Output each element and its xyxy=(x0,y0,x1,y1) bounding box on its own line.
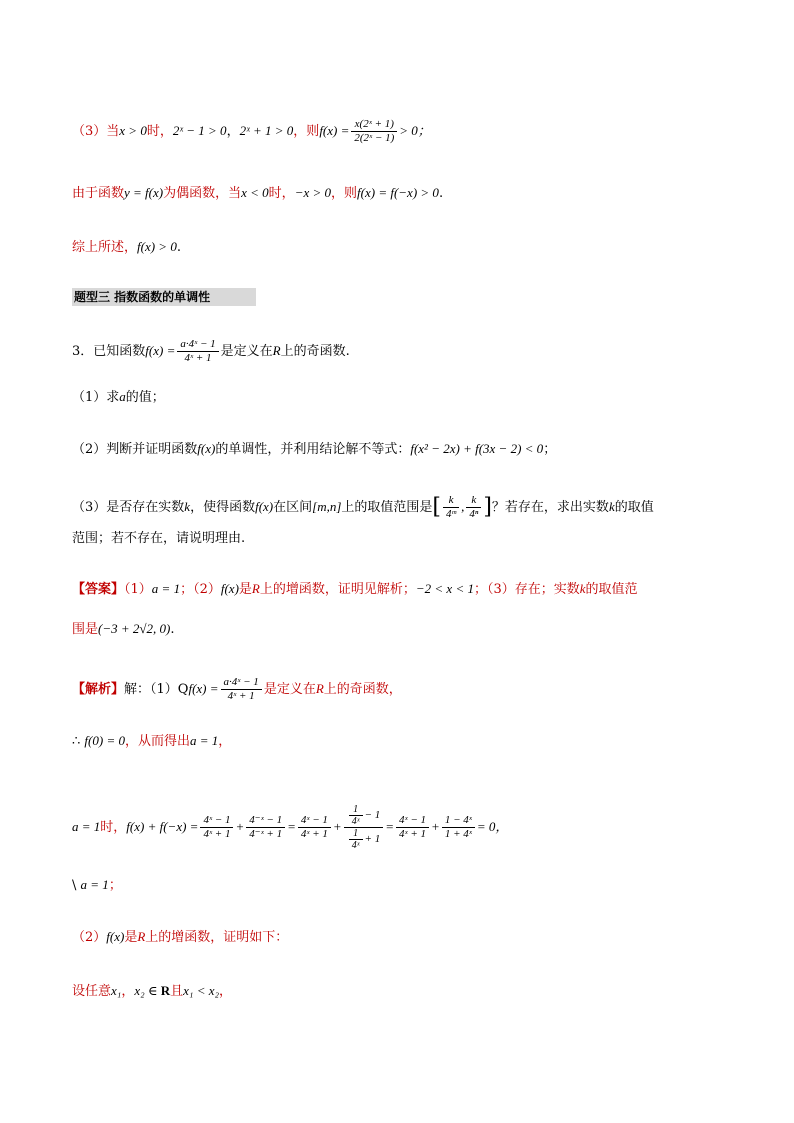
text: 是定义在 xyxy=(220,344,273,359)
fraction: $\frac{\text{a·4ˣ − 1}}{\text{4ˣ + 1}}$ xyxy=(221,676,262,703)
text: （3）是否存在实数 xyxy=(72,500,185,515)
question-3-part2 xyxy=(72,440,556,459)
math: f(x) = xyxy=(319,123,350,138)
solution-line-4 xyxy=(72,876,122,895)
fraction: $\frac{\text{x(2ˣ + 1)}}{\text{2(2ˣ − 1)}}$ xyxy=(351,118,397,145)
math: 2ˣ − 1 > 0 xyxy=(172,123,227,138)
text: ，则 xyxy=(331,186,358,201)
text: 的取值范 xyxy=(585,582,638,597)
math: R xyxy=(315,681,324,696)
text: 在区间 xyxy=(273,500,313,515)
math: f(x) = xyxy=(188,681,219,696)
math: x > 0 xyxy=(119,123,147,138)
text: （3）当 xyxy=(72,124,120,139)
math: R xyxy=(160,983,171,998)
math: 2ˣ + 1 > 0 xyxy=(239,123,294,138)
text: ； xyxy=(543,442,557,457)
fraction: $\frac{\text{4ˣ − 1}}{\text{4ˣ + 1}}$ xyxy=(298,814,331,841)
math: f(x) xyxy=(106,929,125,944)
math: f(x) xyxy=(255,499,274,514)
text: ？若存在，求出实数 xyxy=(491,500,609,515)
text: （2） xyxy=(72,930,107,945)
text: ； xyxy=(108,878,122,893)
math: x₂ ∈ xyxy=(134,983,161,998)
fraction: $\frac{\text{4ˣ − 1}}{\text{4ˣ + 1}}$ xyxy=(200,814,233,841)
solution-line-5 xyxy=(72,928,288,947)
text: 时， xyxy=(146,124,173,139)
text: ， xyxy=(219,984,233,999)
text: ；（2） xyxy=(180,582,221,597)
math: k xyxy=(608,499,615,514)
fraction: $\frac{\text{4ˣ − 1}}{\text{4ˣ + 1}}$ xyxy=(396,814,429,841)
text: 围是 xyxy=(72,622,99,637)
section-title: 题型三 指数函数的单调性 xyxy=(72,288,256,306)
math: f(x) = f(−x) > 0 xyxy=(357,185,439,200)
math: R xyxy=(272,343,281,358)
math: k xyxy=(184,499,191,514)
math: x₁ xyxy=(111,983,122,998)
text: 为偶函数，当 xyxy=(163,186,242,201)
text: 是 xyxy=(238,582,252,597)
even-function-line xyxy=(72,184,443,203)
fraction: $\frac{\text{4⁻ˣ − 1}}{\text{4⁻ˣ + 1}}$ xyxy=(246,814,285,841)
math: f(x) > 0 xyxy=(137,239,177,254)
solution-line-3: a = 1时，f(x) + f(−x) = $\frac{\text{4ˣ − 1}}{\text{4ˣ + 1}}$ + $\frac{\text{4⁻ˣ − 1}}{\text{4⁻ˣ + 1}}$ = $\frac{\text{4ˣ − 1}}{\text{4ˣ + 1}}$ + $\frac{1}{\text{4ˣ}}$ − 1 $\frac{1}{\text{4ˣ}}$ + 1 = $\frac{\text{4ˣ − 1}}{\text{4ˣ + 1}}$ + $\frac{\text{1 − 4ˣ}}{\text{1 + 4ˣ}}$ = 0， xyxy=(72,804,509,851)
text: 的单调性，并利用结论解不等式： xyxy=(215,442,411,457)
conclusion-line xyxy=(72,238,181,257)
fraction: $\frac{\text{a·4ˣ − 1}}{\text{4ˣ + 1}}$ xyxy=(177,338,218,365)
math: a = 1 xyxy=(151,581,181,596)
math: −2 < x < 1 xyxy=(415,581,474,596)
text: ；（3）存在；实数 xyxy=(473,582,580,597)
text: ∴ xyxy=(72,734,81,749)
text: 上的奇函数， xyxy=(323,682,402,697)
math: f(x) xyxy=(220,581,239,596)
text: 时， xyxy=(268,186,295,201)
question-3-part1 xyxy=(72,388,165,407)
text: . xyxy=(176,240,181,255)
math: R xyxy=(137,929,146,944)
text: 的取值 xyxy=(614,500,654,515)
math: x < 0 xyxy=(241,185,269,200)
math: −x > 0 xyxy=(294,185,332,200)
text: Q xyxy=(177,682,189,697)
solution-tag: 【解析】 xyxy=(72,682,125,697)
text: （1）求 xyxy=(72,390,120,405)
text: 且 xyxy=(170,984,184,999)
text: 上的增函数，证明如下： xyxy=(145,930,289,945)
math: y = f(x) xyxy=(124,185,164,200)
text: （2）判断并证明函数 xyxy=(72,442,198,457)
fraction: $\frac{k}{\text{4ⁿ}}$ xyxy=(466,494,481,521)
text: . xyxy=(438,186,444,201)
math: (−3 + 2√2, 0) xyxy=(98,621,171,636)
text: 的值； xyxy=(125,390,165,405)
math: f(x² − 2x) + f(3x − 2) < 0 xyxy=(410,441,544,456)
text: （1） xyxy=(124,582,152,597)
text: ，从而得出 xyxy=(124,734,190,749)
fraction: $\frac{\text{1 − 4ˣ}}{\text{1 + 4ˣ}}$ xyxy=(442,814,475,841)
text: ，使得函数 xyxy=(190,500,256,515)
text: 是定义在 xyxy=(263,682,316,697)
text: 解：（1） xyxy=(124,682,178,697)
text: \ xyxy=(72,878,77,893)
text: 3．已知函数 xyxy=(72,344,146,359)
text: ，则 xyxy=(293,124,320,139)
solution-line-2 xyxy=(72,732,231,751)
math: a = 1 xyxy=(80,877,109,892)
text: 综上所述， xyxy=(72,240,138,255)
text: ， xyxy=(218,734,232,749)
math: x₁ < x₂ xyxy=(183,983,220,998)
math: [m,n] xyxy=(312,499,342,514)
math: k xyxy=(579,581,586,596)
text: 设任意 xyxy=(72,984,112,999)
answer-line xyxy=(72,580,638,599)
text: 时， xyxy=(100,820,127,835)
answer-line-2 xyxy=(72,620,175,639)
math: f(x) xyxy=(197,441,216,456)
solution-line-6 xyxy=(72,982,232,1001)
math: f(0) = 0 xyxy=(84,733,125,748)
math: f(x) = xyxy=(145,343,176,358)
text: ， xyxy=(121,984,135,999)
complex-fraction: $\frac{1}{\text{4ˣ}}$ − 1 $\frac{1}{\text{4ˣ}}$ + 1 xyxy=(344,804,384,851)
text: 上的增函数，证明见解析； xyxy=(259,582,416,597)
math: f(x) + f(−x) = xyxy=(126,819,199,834)
math: a = 1 xyxy=(189,733,219,748)
question-3 xyxy=(72,338,350,365)
solution-part3-line: （3）当x > 0时，2ˣ − 1 > 0，2ˣ + 1 > 0，则f(x) = $\frac{\text{x(2ˣ + 1)}}{\text{2(2ˣ − 1)}}$ > 0； xyxy=(72,118,431,144)
question-3-part3-cont: 范围；若不存在，请说明理由. xyxy=(72,531,246,546)
solution-line-1 xyxy=(72,676,402,703)
answer-tag: 【答案】 xyxy=(72,582,125,597)
math: R xyxy=(251,581,260,596)
text: 是 xyxy=(124,930,138,945)
math: a xyxy=(119,389,126,404)
text: . xyxy=(170,622,175,637)
text: 上的奇函数. xyxy=(280,344,350,359)
fraction: $\frac{k}{\text{4ᵐ}}$ xyxy=(443,494,459,521)
text: 由于函数 xyxy=(72,186,125,201)
math: > 0； xyxy=(399,123,431,138)
math: a = 1 xyxy=(72,819,101,834)
question-3-part3: （3）是否存在实数k，使得函数f(x)在区间[m,n]上的取值范围是[ $\frac{k}{\text{4ᵐ}}$ , $\frac{k}{\text{4ⁿ}}$ ]？若存在，求出实数k的取值 xyxy=(72,494,654,520)
text: 上的取值范围是 xyxy=(341,500,433,515)
